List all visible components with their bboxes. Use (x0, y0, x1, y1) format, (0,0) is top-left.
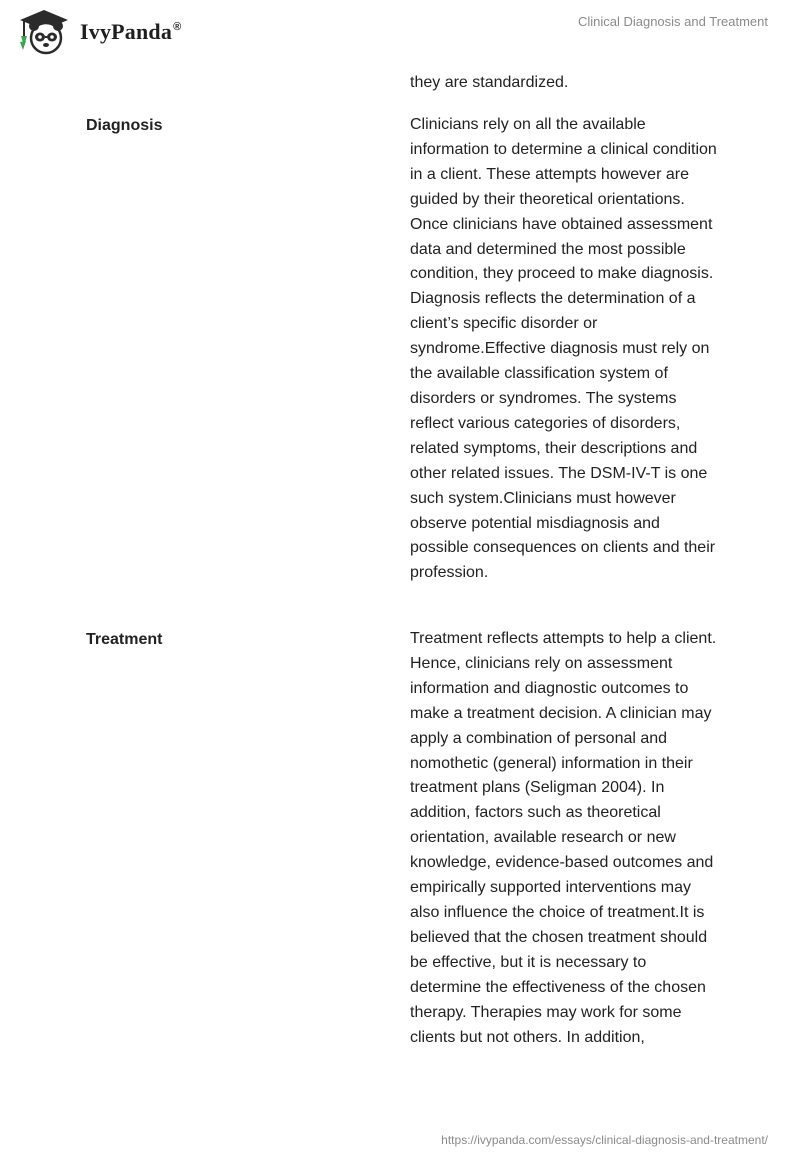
continued-paragraph: they are standardized. (410, 74, 569, 91)
brand-name: IvyPanda® (80, 19, 182, 44)
term-diagnosis: Diagnosis (86, 117, 163, 134)
document-title: Clinical Diagnosis and Treatment (577, 14, 768, 29)
source-url-link[interactable]: https://ivypanda.com/essays/clinical-diagnosis-and-treatment/ (441, 1133, 768, 1147)
panda-mascot-icon (14, 8, 74, 56)
description-treatment: Treatment reflects attempts to help a client. Hence, clinicians rely on assessment information and diagnostic outcomes to make a treatment decision. A clinician may apply a combination of personal and nomothetic (general) information in their treatment plans (Seligman 2004). In addition, factors such as theoretical orientation, available research or new knowledge, evidence-based outcomes and empirically supported interventions may also influence the choice of treatment.It is believed that the chosen treatment should be effective, but it is necessary to determine the effectiveness of the chosen therapy. Therapies may work for some clients but not others. In addition, (410, 630, 717, 1046)
term-treatment: Treatment (86, 631, 163, 648)
description-diagnosis: Clinicians rely on all the available information to determine a clinical condition in a client. These attempts however are guided by their theoretical orientations. Once clinicians have obtained assessment data and determined the most possible condition, they proceed to make diagnosis. Diagnosis reflects the determination of a client’s specific disorder or syndrome.Effective diagnosis must rely on the available classification system of disorders or syndromes. The systems reflect various categories of disorders, related symptoms, their descriptions and other related issues. The DSM-IV-T is one such system.Clinicians must however observe potential misdiagnosis and possible consequences on clients and their profession. (410, 116, 717, 582)
brand-logo[interactable] (14, 8, 181, 56)
